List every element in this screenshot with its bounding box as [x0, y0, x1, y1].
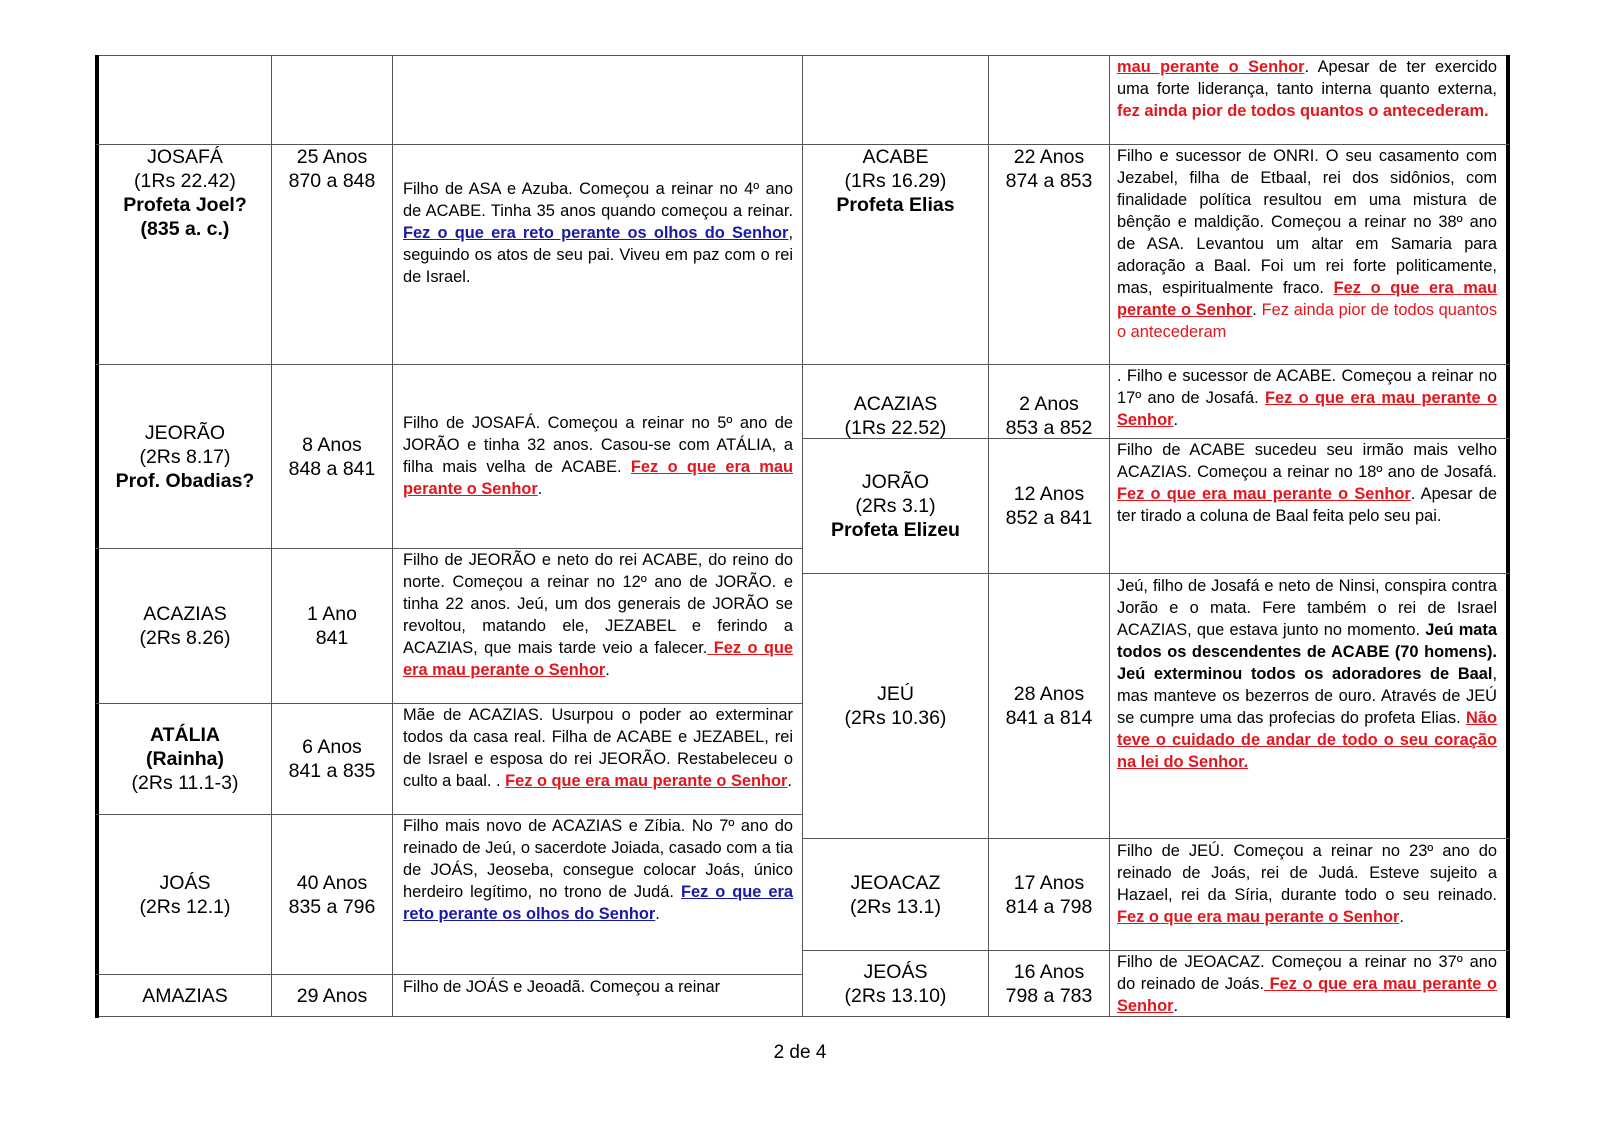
- table-right-border: [1506, 55, 1510, 1018]
- reign-length: 25 Anos: [296, 146, 368, 168]
- reign-years-cell: [989, 365, 1109, 438]
- table-row: [803, 145, 988, 364]
- prophet-name: Profeta Elias: [836, 194, 955, 216]
- table-row: [99, 145, 271, 364]
- king-name: JEOACAZ: [850, 871, 941, 894]
- continued-description: mau perante o Senhor. Apesar de ter exercido uma forte liderança, tanto interna quanto externa, fez ainda pior de todos quantos o antecederam.: [1117, 58, 1497, 120]
- verdict-link[interactable]: Fez o que era reto perante os olhos do Senhor: [403, 224, 789, 242]
- prophet-date: (835 a. c.): [140, 218, 230, 240]
- verdict-link[interactable]: Fez o que era mau perante o Senhor: [403, 458, 793, 498]
- king-name: JEORÃO: [144, 421, 226, 444]
- king-name: ATÁLIA: [149, 724, 221, 746]
- verdict-link[interactable]: Fez o que era mau perante o Senhor: [505, 772, 788, 790]
- king-description: Filho de ACABE sucedeu seu irmão mais velho ACAZIAS. Começou a reinar no 18º ano de Josafá. Fez o que era mau perante o Senhor. Apesar de ter tirado a coluna de Baal feita pelo seu pai.: [1117, 441, 1497, 525]
- table-row: [803, 839, 988, 950]
- reign-years-cell: [989, 839, 1109, 950]
- king-description: Filho de JEÚ. Começou a reinar no 23º ano do reinado de Joás, rei de Judá. Esteve sujeito a Hazael, rei da Síria, durante todo o seu reinado. Fez o que era mau perante o Senhor.: [1117, 842, 1497, 926]
- king-name: JEÚ: [877, 683, 914, 705]
- reign-period: 848 a 841: [288, 457, 376, 480]
- king-title: (Rainha): [146, 748, 224, 770]
- reign-years-cell: [989, 145, 1109, 364]
- reign-period: 798 a 783: [1005, 984, 1093, 1007]
- king-reference: (2Rs 13.10): [844, 984, 947, 1007]
- reign-years-cell: [989, 951, 1109, 1016]
- king-name: JEOÁS: [863, 960, 928, 983]
- reign-years-cell: [272, 815, 392, 974]
- reign-period: 841: [315, 627, 349, 649]
- verdict-link[interactable]: Fez o que era reto perante os olhos do Senhor: [403, 883, 793, 923]
- table-row: [99, 365, 271, 548]
- king-reference: (1Rs 22.42): [134, 170, 236, 192]
- reign-length: 2 Anos: [1019, 392, 1079, 415]
- king-reference: (2Rs 10.36): [844, 707, 947, 729]
- verdict-link[interactable]: Fez o que era mau perante o Senhor: [1117, 389, 1497, 429]
- table-row: [99, 549, 271, 703]
- table-row: [803, 951, 988, 1016]
- reign-length: 17 Anos: [1013, 871, 1085, 894]
- king-description: Filho de JOSAFÁ. Começou a reinar no 5º ano de JORÃO e tinha 32 anos. Casou-se com ATÁLIA, a filha mais velha de ACABE. Fez o que era mau perante o Senhor.: [403, 414, 793, 498]
- king-reference: (1Rs 22.52): [844, 416, 947, 439]
- verdict-link[interactable]: Fez o que era mau perante o Senhor: [403, 639, 793, 679]
- reign-length: 29 Anos: [296, 984, 368, 1007]
- king-description: . Filho e sucessor de ACABE. Começou a reinar no 17º ano de Josafá. Fez o que era mau perante o Senhor.: [1117, 367, 1497, 429]
- king-description: Filho mais novo de ACAZIAS e Zíbia. No 7º ano do reinado de Jeú, o sacerdote Joiada, casado com a tia de JOÁS, Jeoseba, consegue colocar Joás, único herdeiro legítimo, no trono de Judá. Fez o que era reto perante os olhos do Senhor.: [403, 817, 793, 923]
- reign-length: 16 Anos: [1013, 960, 1085, 983]
- king-name: JORÃO: [861, 471, 930, 493]
- verdict-link[interactable]: Fez o que era mau perante o Senhor: [1117, 485, 1411, 503]
- page-number: 2 de 4: [773, 1042, 827, 1063]
- king-reference: (2Rs 12.1): [139, 895, 231, 918]
- prophet-name: Profeta Elizeu: [831, 519, 960, 541]
- king-name: ACAZIAS: [853, 392, 938, 415]
- king-reference: (1Rs 16.29): [844, 170, 947, 192]
- reign-length: 12 Anos: [1013, 483, 1085, 505]
- reign-period: 841 a 835: [288, 760, 376, 782]
- reign-length: 8 Anos: [302, 433, 362, 456]
- reign-years-cell: [272, 975, 392, 1016]
- reign-length: 40 Anos: [296, 871, 368, 894]
- king-reference: (2Rs 13.1): [849, 895, 942, 918]
- table-row: [803, 365, 988, 438]
- king-name: ACAZIAS: [143, 603, 227, 625]
- king-name: JOSAFÁ: [147, 146, 223, 168]
- reign-length: 6 Anos: [302, 736, 362, 758]
- prophet-name: Profeta Joel?: [123, 194, 247, 216]
- verdict-link[interactable]: Fez o que era mau perante o Senhor: [1117, 975, 1498, 1015]
- king-reference: (2Rs 3.1): [855, 495, 936, 517]
- table-row: [803, 574, 988, 838]
- reign-years-cell: [272, 365, 392, 548]
- reign-period: 835 a 796: [288, 895, 376, 918]
- reign-period: 874 a 853: [1005, 170, 1093, 192]
- king-description: Filho de ASA e Azuba. Começou a reinar no 4º ano de ACABE. Tinha 35 anos quando começou a reinar. Fez o que era reto perante os olhos do Senhor, seguindo os atos de seu pai. Viveu em paz com o rei de Israel.: [403, 180, 793, 286]
- reign-period: 853 a 852: [1005, 416, 1093, 439]
- verdict-link[interactable]: Fez o que era mau perante o Senhor: [1117, 908, 1400, 926]
- king-reference: (2Rs 8.26): [139, 627, 231, 649]
- reign-period: 870 a 848: [288, 170, 376, 192]
- verdict-link[interactable]: Não teve o cuidado de andar de todo o seu coração na lei do Senhor.: [1117, 709, 1497, 771]
- reign-period: 841 a 814: [1005, 707, 1093, 729]
- king-description: Filho e sucessor de ONRI. O seu casamento com Jezabel, filha de Etbaal, rei dos sidônios, com finalidade política resultou em uma mistura de bênção e maldição. Começou a reinar no 38º ano de ASA. Levantou um altar em Samaria para adoração a Baal. Foi um rei forte politicamente, mas, espiritualmente fraco. Fez o que era mau perante o Senhor. Fez ainda pior de todos quantos o antecederam: [1117, 147, 1498, 341]
- prophet-name: Prof. Obadias?: [115, 469, 255, 492]
- reign-length: 28 Anos: [1013, 683, 1085, 705]
- king-name: AMAZIAS: [142, 984, 228, 1007]
- king-reference: (2Rs 8.17): [139, 445, 231, 468]
- table-row: [803, 439, 988, 573]
- reign-years-cell: [272, 145, 392, 364]
- reign-years-cell: [272, 704, 392, 814]
- king-description: Mãe de ACAZIAS. Usurpou o poder ao exterminar todos da casa real. Filha de ACABE e JEZABEL, rei de Israel e esposa do rei JEORÃO. Restabeleceu o culto a baal. . Fez o que era mau perante o Senhor.: [403, 706, 793, 790]
- table-row: [99, 975, 271, 1016]
- king-description: Jeú, filho de Josafá e neto de Ninsi, conspira contra Jorão e o mata. Fere também o rei de Israel ACAZIAS, que estava junto no momento. Jeú mata todos os descendentes de ACABE (70 homens). Jeú exterminou todos os adoradores de Baal, mas manteve os bezerros de ouro. Através de JEÚ se cumpre uma das profecias do profeta Elias. Não teve o cuidado de andar de todo o seu coração na lei do Senhor.: [1117, 577, 1497, 771]
- reign-years-cell: [989, 439, 1109, 573]
- king-description: Filho de JEORÃO e neto do rei ACABE, do reino do norte. Começou a reinar no 12º ano de JORÃO. e tinha 22 anos. Jeú, um dos generais de JORÃO se revoltou, matando ele, JEZABEL e ferindo a ACAZIAS, que mais tarde veio a falecer. Fez o que era mau perante o Senhor.: [403, 551, 793, 679]
- table-row: [99, 815, 271, 974]
- verdict-link[interactable]: Fez o que era mau perante o Senhor: [1117, 279, 1497, 319]
- reign-years-cell: [272, 549, 392, 703]
- reign-period: 814 a 798: [1005, 895, 1093, 918]
- table-row: [99, 704, 271, 814]
- king-description: Filho de JOÁS e Jeoadã. Começou a reinar: [403, 978, 721, 996]
- reign-period: 852 a 841: [1005, 507, 1093, 529]
- reign-years-cell: [989, 574, 1109, 838]
- king-reference: (2Rs 11.1-3): [131, 772, 239, 794]
- reign-length: 1 Ano: [307, 603, 357, 625]
- king-name: ACABE: [862, 146, 929, 168]
- king-name: JOÁS: [159, 871, 211, 894]
- verdict-link[interactable]: mau perante o Senhor: [1117, 58, 1305, 76]
- reign-length: 22 Anos: [1013, 146, 1085, 168]
- king-description: Filho de JEOACAZ. Começou a reinar no 37º ano do reinado de Joás. Fez o que era mau perante o Senhor.: [1117, 953, 1498, 1015]
